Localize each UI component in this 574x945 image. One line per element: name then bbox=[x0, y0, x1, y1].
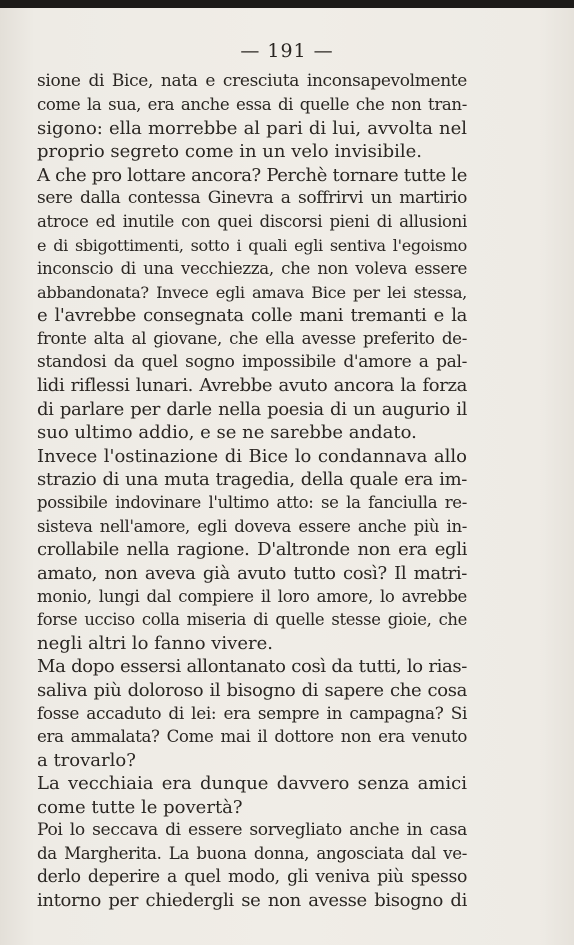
text-line: intorno per chiedergli se non avesse bisogno di bbox=[37, 890, 467, 912]
text-line: negli altri lo fanno vivere. bbox=[37, 632, 273, 654]
text-line: e di sbigottimenti, sotto i quali egli sentiva l'egoismo bbox=[37, 235, 467, 255]
text-line: lidi riflessi lunari. Avrebbe avuto ancora la forza bbox=[37, 375, 467, 397]
text-line: atroce ed inutile con quei discorsi pieni di allusioni bbox=[37, 212, 467, 232]
text-line: Invece l'ostinazione di Bice lo condannava allo bbox=[37, 445, 467, 467]
text-line: sere dalla contessa Ginevra a soffrirvi un martirio bbox=[37, 188, 467, 209]
text-line: da Margherita. La buona donna, angosciata dal ve- bbox=[37, 844, 467, 864]
text-line: di parlare per darle nella poesia di un augurio il bbox=[37, 398, 467, 420]
text-line: abbandonata? Invece egli amava Bice per lei stessa, bbox=[37, 282, 467, 302]
text-line: fosse accaduto di lei: era sempre in campagna? Si bbox=[37, 702, 467, 723]
text-line: come tutte le povertà? bbox=[37, 796, 243, 818]
text-line: saliva più doloroso il bisogno di sapere che cosa bbox=[37, 679, 467, 701]
text-line: sisteva nell'amore, egli doveva essere anche più in- bbox=[37, 516, 467, 536]
text-line: possibile indovinare l'ultimo atto: se la fanciulla re- bbox=[37, 493, 467, 513]
text-line: strazio di una muta tragedia, della quale era im- bbox=[37, 468, 467, 490]
text-line: inconscio di una vecchiezza, che non voleva essere bbox=[37, 259, 467, 279]
text-line: amato, non aveva già avuto tutto così? Il matri- bbox=[37, 562, 467, 584]
text-line: monio, lungi dal compiere il loro amore, lo avrebbe bbox=[37, 586, 467, 606]
text-line: era ammalata? Come mai il dottore non era venuto bbox=[37, 727, 467, 747]
text-line: sione di Bice, nata e cresciuta inconsapevolmente bbox=[37, 71, 467, 91]
text-line: A che pro lottare ancora? Perchè tornare tutte le bbox=[37, 164, 467, 186]
body-text bbox=[37, 70, 467, 913]
text-line: forse ucciso colla miseria di quelle stesse gioie, che bbox=[37, 610, 467, 630]
text-line: fronte alta al giovane, che ella avesse preferito de- bbox=[37, 329, 467, 349]
text-line: proprio segreto come in un velo invisibile. bbox=[37, 141, 423, 163]
text-line: sigono: ella morrebbe al pari di lui, avvolta nel bbox=[37, 117, 467, 139]
text-line: come la sua, era anche essa di quelle che non tran- bbox=[37, 95, 467, 115]
text-line: crollabile nella ragione. D'altronde non era egli bbox=[37, 539, 467, 561]
text-line: standosi da quel sogno impossibile d'amore a pal- bbox=[37, 351, 467, 372]
text-line: Poi lo seccava di essere sorvegliato anche in casa bbox=[37, 820, 467, 840]
page-number: — 191 — bbox=[240, 40, 334, 62]
text-line: suo ultimo addio, e se ne sarebbe andato. bbox=[37, 422, 417, 444]
text-line: a trovarlo? bbox=[37, 749, 136, 771]
text-line: e l'avrebbe consegnata colle mani tremanti e la bbox=[37, 305, 467, 327]
text-line: derlo deperire a quel modo, gli veniva più spesso bbox=[37, 866, 467, 887]
text-line: Ma dopo essersi allontanato così da tutti, lo rias- bbox=[37, 656, 467, 678]
text-line: La vecchiaia era dunque davvero senza amici bbox=[37, 773, 467, 795]
